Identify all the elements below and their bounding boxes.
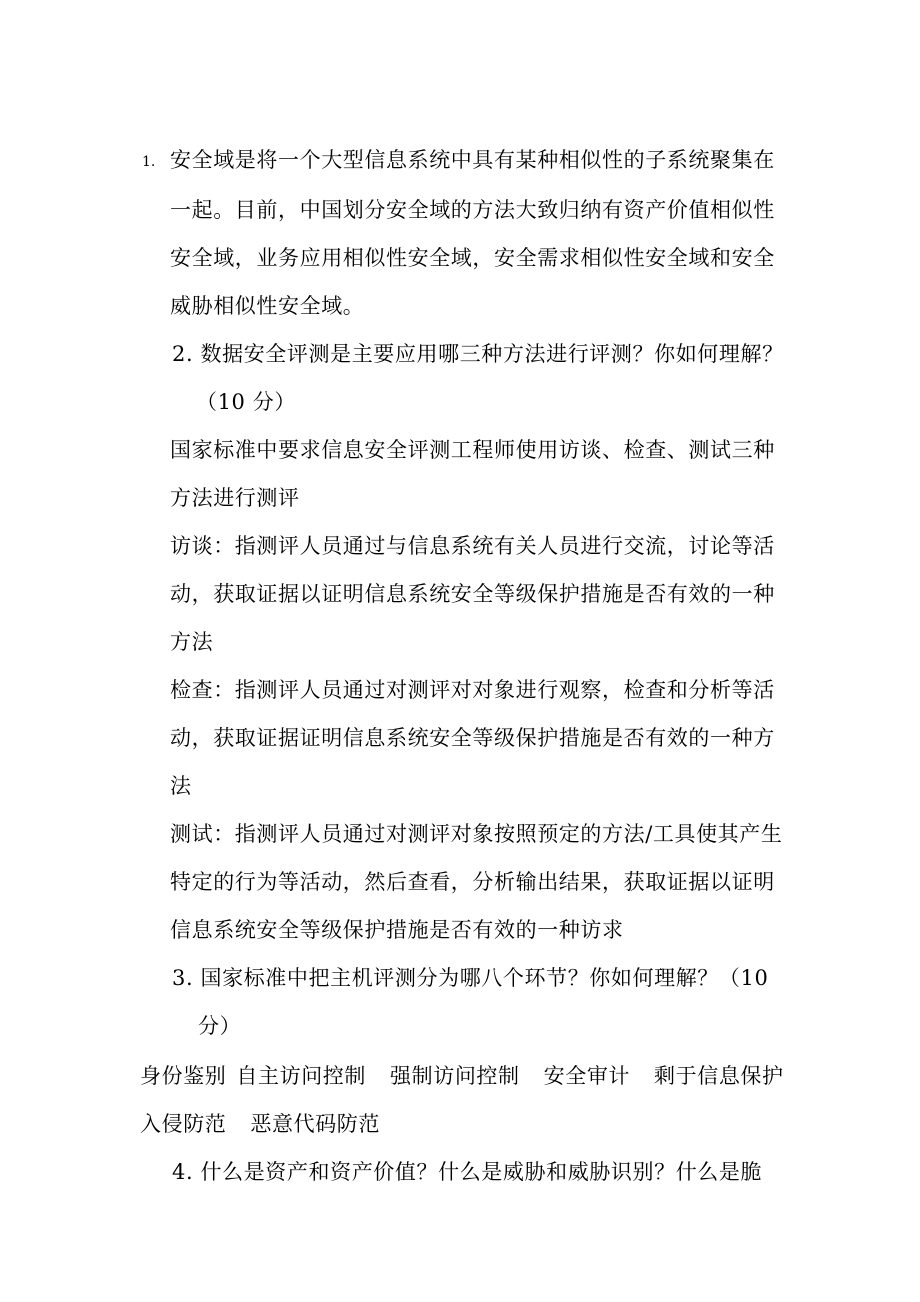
answer-3-line-1: [140, 1064, 784, 1088]
question-3-line-2: 分）: [198, 1014, 242, 1038]
inspection-line-2: 动，获取证据证明信息系统安全等级保护措施是否有效的一种方: [170, 726, 775, 750]
answer-3-item-residual-info: 剩于信息保护: [654, 1064, 784, 1088]
answer-2-intro-line-1: 国家标准中要求信息安全评测工程师使用访谈、检查、测试三种: [170, 438, 775, 462]
section-1-line-3: 安全域，业务应用相似性安全域，安全需求相似性安全域和安全: [170, 246, 775, 270]
answer-3-item-intrusion: 入侵防范: [140, 1112, 227, 1136]
answer-3-item-audit: 安全审计: [543, 1064, 631, 1088]
section-1-number: 1.: [142, 154, 156, 170]
answer-2-intro-line-2: 方法进行测评: [170, 486, 300, 510]
question-3-line-1: 3. 国家标准中把主机评测分为哪八个环节？你如何理解？（10: [172, 966, 769, 990]
question-2-line-1: 2. 数据安全评测是主要应用哪三种方法进行评测？你如何理解？: [172, 342, 784, 366]
testing-line-3: 信息系统安全等级保护措施是否有效的一种访求: [170, 918, 624, 942]
section-1-line-1: 安全域是将一个大型信息系统中具有某种相似性的子系统聚集在: [170, 148, 775, 172]
question-2-line-2: （10 分）: [196, 390, 296, 414]
question-4-line-1: 4. 什么是资产和资产价值？什么是威胁和威胁识别？什么是脆: [172, 1160, 763, 1184]
answer-3-item-identity-auth: 身份鉴别: [140, 1064, 227, 1088]
answer-3-item-dac: 自主访问控制: [236, 1064, 367, 1088]
inspection-line-3: 法: [170, 774, 192, 798]
answer-3-item-malware: 恶意代码防范: [250, 1112, 381, 1136]
testing-line-2: 特定的行为等活动，然后查看，分析输出结果，获取证据以证明: [170, 870, 775, 894]
testing-line-1: 测试：指测评人员通过对测评对象按照预定的方法/工具使其产生: [170, 822, 783, 846]
section-1-line-2: 一起。目前，中国划分安全域的方法大致归纳有资产价值相似性: [170, 198, 775, 222]
section-1-line-4: 威胁相似性安全域。: [170, 294, 365, 318]
answer-3-line-2: [140, 1112, 380, 1136]
interview-line-1: 访谈：指测评人员通过与信息系统有关人员进行交流，讨论等活: [170, 534, 775, 558]
interview-line-3: 方法: [170, 630, 214, 654]
inspection-line-1: 检查：指测评人员通过对测评对对象进行观察，检查和分析等活: [170, 678, 775, 702]
answer-3-item-mac: 强制访问控制: [390, 1064, 520, 1088]
interview-line-2: 动，获取证据以证明信息系统安全等级保护措施是否有效的一种: [170, 582, 775, 606]
